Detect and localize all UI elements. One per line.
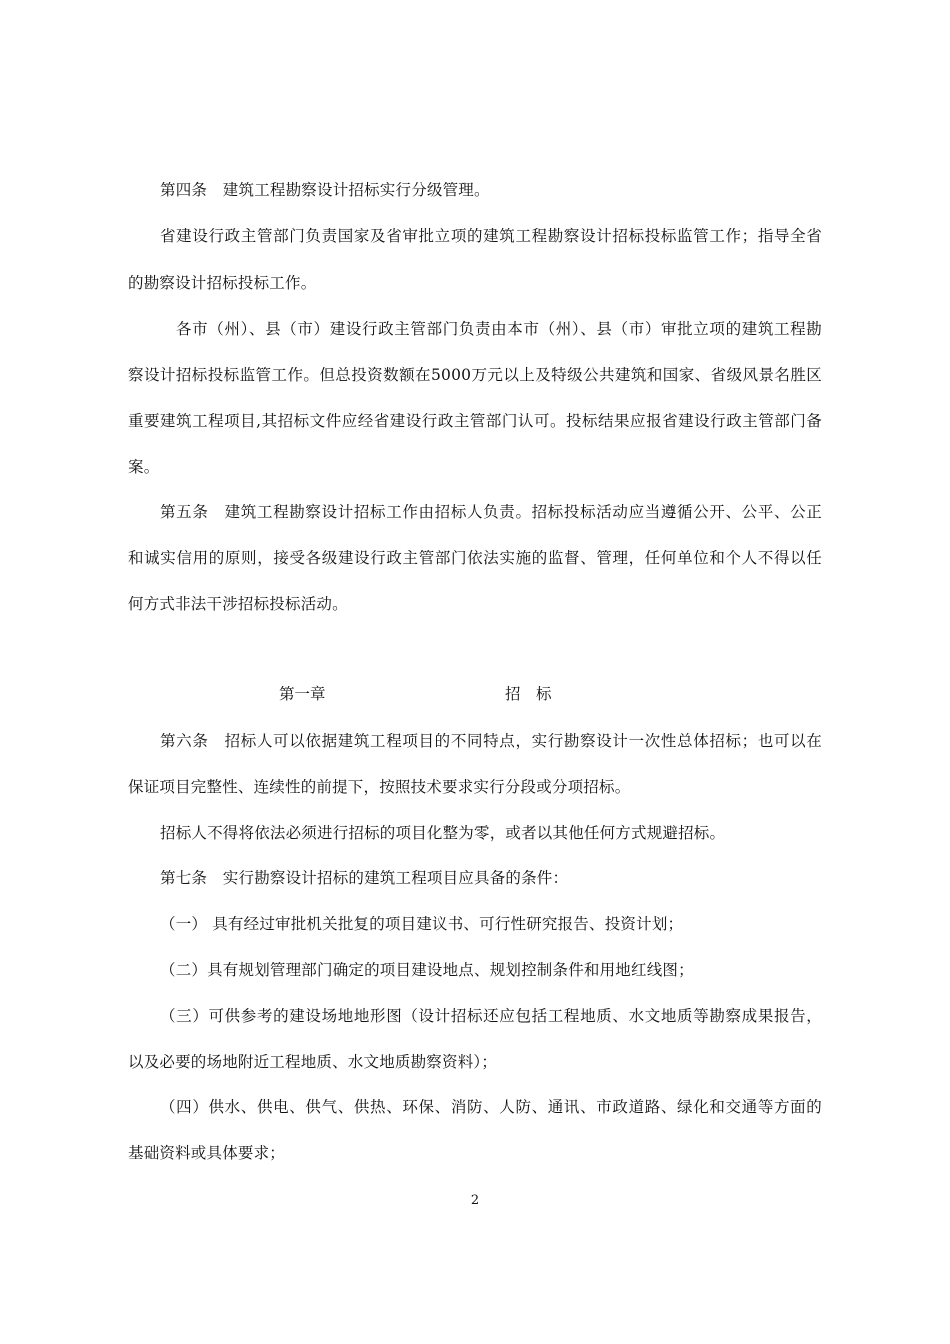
paragraph-line: 察设计招标投标监管工作。但总投资数额在5000万元以上及特级公共建筑和国家、省级风景名胜区 xyxy=(128,366,822,384)
paragraph-line: 省建设行政主管部门负责国家及省审批立项的建筑工程勘察设计招标投标监管工作；指导全省 xyxy=(160,227,822,245)
chapter-title: 招 标 xyxy=(505,685,552,703)
article-6-line: 第六条 招标人可以依据建筑工程项目的不同特点，实行勘察设计一次性总体招标；也可以在 xyxy=(160,732,822,750)
condition-item-4: （四）供水、供电、供气、供热、环保、消防、人防、通讯、市政道路、绿化和交通等方面的 xyxy=(160,1098,822,1116)
article-4-title: 第四条 建筑工程勘察设计招标实行分级管理。 xyxy=(160,181,490,199)
condition-item-4-cont: 基础资料或具体要求； xyxy=(128,1144,286,1162)
chapter-number: 第一章 xyxy=(279,685,326,703)
paragraph-line: 重要建筑工程项目,其招标文件应经省建设行政主管部门认可。投标结果应报省建设行政主管部门备 xyxy=(128,412,822,430)
article-7-title: 第七条 实行勘察设计招标的建筑工程项目应具备的条件： xyxy=(160,869,569,887)
condition-item-3: （三）可供参考的建设场地地形图（设计招标还应包括工程地质、水文地质等勘察成果报告， xyxy=(160,1007,822,1025)
article-5-line: 和诚实信用的原则，接受各级建设行政主管部门依法实施的监督、管理，任何单位和个人不得以任 xyxy=(128,549,822,567)
page-number: 2 xyxy=(470,1193,480,1208)
article-5-line: 何方式非法干涉招标投标活动。 xyxy=(128,595,348,613)
condition-item-2: （二）具有规划管理部门确定的项目建设地点、规划控制条件和用地红线图； xyxy=(160,961,694,979)
paragraph-line: 招标人不得将依法必须进行招标的项目化整为零，或者以其他任何方式规避招标。 xyxy=(160,824,726,842)
article-6-line: 保证项目完整性、连续性的前提下，按照技术要求实行分段或分项招标。 xyxy=(128,778,631,796)
paragraph-line: 的勘察设计招标投标工作。 xyxy=(128,274,317,292)
paragraph-line: 案。 xyxy=(128,458,160,476)
condition-item-3-cont: 以及必要的场地附近工程地质、水文地质勘察资料）； xyxy=(128,1053,498,1071)
condition-item-1: （一） 具有经过审批机关批复的项目建议书、可行性研究报告、投资计划； xyxy=(160,915,684,933)
paragraph-line: 各市（州）、县（市）建设行政主管部门负责由本市（州）、县（市）审批立项的建筑工程勘 xyxy=(176,320,822,338)
article-5-line: 第五条 建筑工程勘察设计招标工作由招标人负责。招标投标活动应当遵循公开、公平、公正 xyxy=(160,503,822,521)
